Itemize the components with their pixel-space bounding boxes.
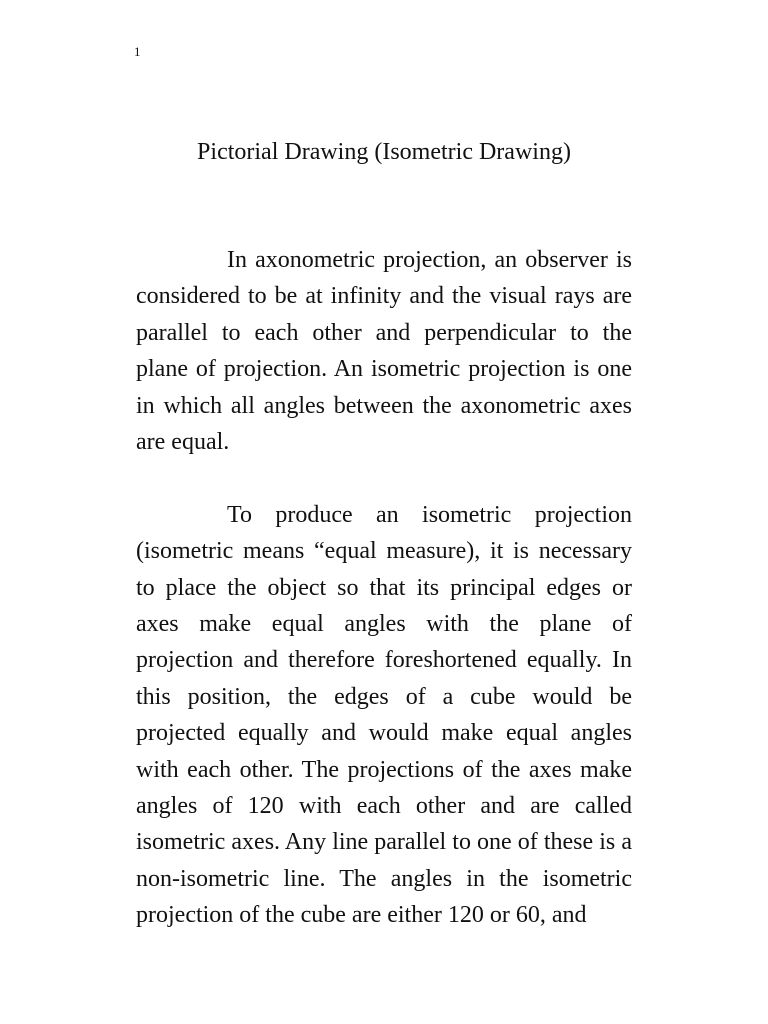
document-title: Pictorial Drawing (Isometric Drawing) — [197, 139, 571, 165]
document-body — [136, 242, 632, 934]
paragraph-axonometric-projection: In axonometric projection, an observer is considered to be at infinity and the visual rays are parallel to each other and perpendicular to the plane of projection. An isometric projection is one in which all angles between the axonometric axes are equal. — [136, 247, 632, 456]
page-number: 1 — [134, 44, 141, 59]
paragraph-isometric-projection: To produce an isometric projection (isometric means “equal measure), it is necessary to place the object so that its principal edges or axes make equal angles with the plane of projection and therefore foreshortened equally. In this position, the edges of a cube would be projected equally and would make equal angles with each other. The projections of the axes make angles of 120 with each other and are called isometric axes. Any line parallel to one of these is a non-isometric line. The angles in the isometric projection of the cube are either 120 or 60, and — [136, 501, 632, 929]
